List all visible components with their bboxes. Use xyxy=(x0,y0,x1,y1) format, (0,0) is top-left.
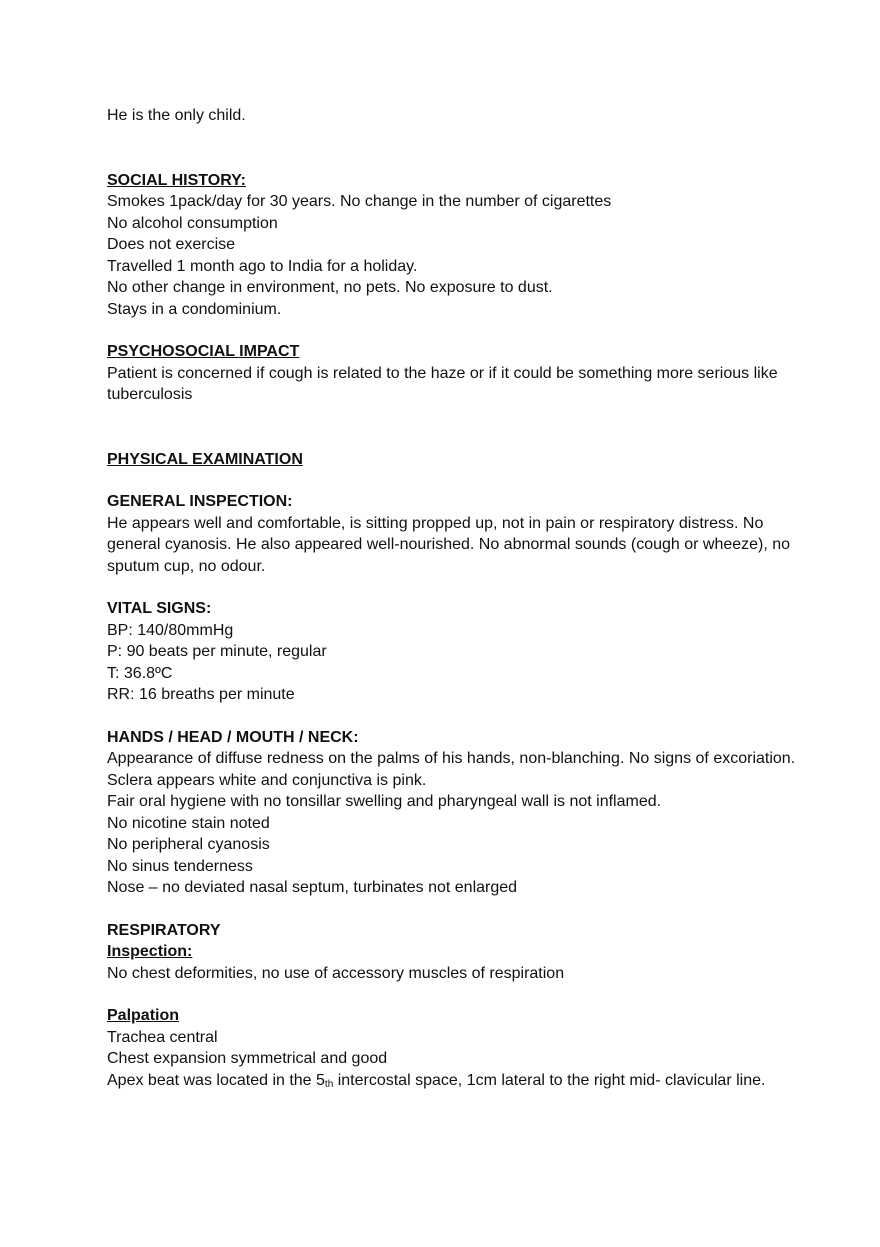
psychosocial-heading: PSYCHOSOCIAL IMPACT xyxy=(107,343,300,360)
vital-sign-line: BP: 140/80mmHg xyxy=(107,621,234,639)
intro-text: He is the only child. xyxy=(107,107,246,124)
hands-head-line: No peripheral cyanosis xyxy=(107,836,270,853)
general-inspection-heading: GENERAL INSPECTION: xyxy=(107,493,293,510)
apex-beat-post: intercostal space, 1cm lateral to the right mid- clavicular line. xyxy=(333,1071,766,1089)
vital-sign-line: T: 36.8ºC xyxy=(107,664,173,682)
psychosocial-text: Patient is concerned if cough is related to the haze or if it could be something more serious like tuberculosis xyxy=(107,364,778,403)
apex-beat-pre: Apex beat was located in the 5 xyxy=(107,1071,325,1089)
apex-beat-text xyxy=(107,1070,797,1096)
respiratory-heading: RESPIRATORY xyxy=(107,921,221,939)
apex-beat-ordinal: th xyxy=(324,1078,334,1090)
social-line: Does not exercise xyxy=(107,236,236,253)
inspection-text: No chest deformities, no use of accessory muscles of respiration xyxy=(107,964,565,982)
vital-signs-heading: VITAL SIGNS: xyxy=(107,600,212,617)
hands-head-line: No nicotine stain noted xyxy=(107,814,270,832)
social-line: No alcohol consumption xyxy=(107,214,278,232)
social-line: Smokes 1pack/day for 30 years. No change in the number of cigarettes xyxy=(107,193,612,210)
document-page xyxy=(107,105,797,1095)
social-history-heading: SOCIAL HISTORY: xyxy=(107,171,246,189)
social-line: No other change in environment, no pets. No exposure to dust. xyxy=(107,279,553,296)
social-line: Stays in a condominium. xyxy=(107,300,282,318)
hands-head-line: Nose – no deviated nasal septum, turbinates not enlarged xyxy=(107,879,518,896)
hands-head-first: Appearance of diffuse redness on the palms of his hands, non-blanching. No signs of excoriation. xyxy=(107,750,796,767)
hands-head-line: No sinus tenderness xyxy=(107,857,253,875)
inspection-heading: Inspection: xyxy=(107,943,193,960)
hands-head-line: Sclera appears white and conjunctiva is pink. xyxy=(107,771,427,789)
palpation-line: Trachea central xyxy=(107,1028,218,1046)
hands-head-line: Fair oral hygiene with no tonsillar swelling and pharyngeal wall is not inflamed. xyxy=(107,793,662,810)
general-inspection-text: He appears well and comfortable, is sitting propped up, not in pain or respiratory distress. No general cyanosis. He also appeared well-nourished. No abnormal sounds (cough or wheeze), no sputum cup, no odour. xyxy=(107,514,791,575)
vital-sign-line: P: 90 beats per minute, regular xyxy=(107,643,327,660)
hands-head-heading: HANDS / HEAD / MOUTH / NECK: xyxy=(107,728,359,746)
vital-sign-line: RR: 16 breaths per minute xyxy=(107,686,295,703)
social-line: Travelled 1 month ago to India for a holiday. xyxy=(107,257,418,275)
palpation-heading: Palpation xyxy=(107,1007,180,1024)
palpation-line: Chest expansion symmetrical and good xyxy=(107,1050,388,1067)
physical-exam-heading: PHYSICAL EXAMINATION xyxy=(107,450,303,468)
